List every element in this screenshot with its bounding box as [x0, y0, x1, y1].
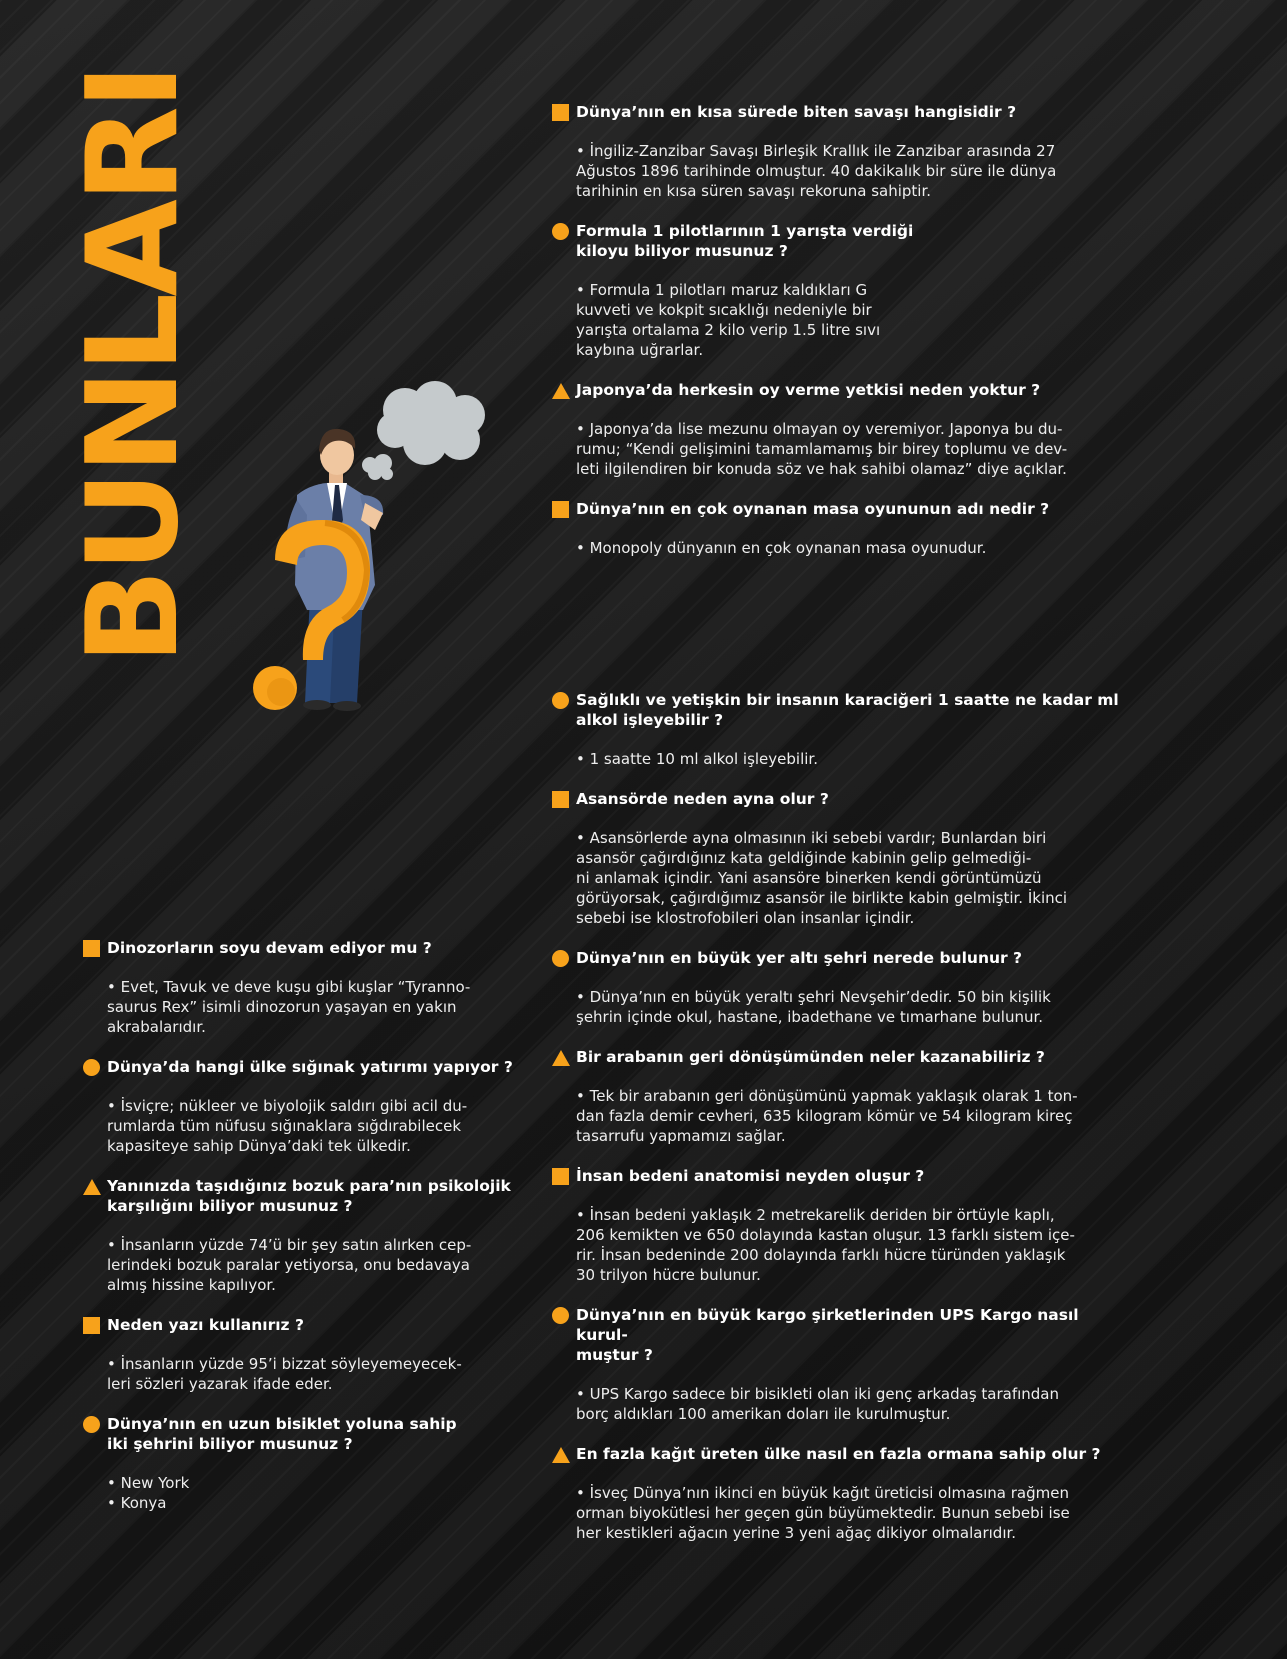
question-text: Neden yazı kullanırız ? — [107, 1316, 304, 1334]
faq-item — [552, 1166, 1132, 1285]
square-bullet-icon — [552, 1168, 569, 1185]
question-text: Asansörde neden ayna olur ? — [576, 790, 829, 808]
question-text: Dinozorların soyu devam ediyor mu ? — [107, 939, 432, 957]
triangle-bullet-icon — [552, 1050, 570, 1066]
question-text: Dünya’nın en çok oynanan masa oyununun adı nedir ? — [576, 500, 1050, 518]
question-text: En fazla kağıt üreten ülke nasıl en fazla ormana sahip olur ? — [576, 1445, 1101, 1463]
faq-item — [552, 102, 1132, 201]
answer-text: • New York • Konya — [107, 1474, 190, 1512]
question-text: Japonya’da herkesin oy verme yetkisi neden yoktur ? — [576, 381, 1041, 399]
answer-text: • İnsanların yüzde 74’ü bir şey satın alırken cep- lerindeki bozuk paralar yetiyorsa, onu bedavaya almış hissine kapılıyor. — [107, 1236, 472, 1294]
answer-text: • Japonya’da lise mezunu olmayan oy veremiyor. Japonya bu du- rumu; “Kendi gelişimini tamamlamamış bir birey toplumu ve dev- leti ilgilendiren bir konuda söz ve hak sahibi olamaz” diye açıklar. — [576, 420, 1068, 478]
faq-item — [83, 938, 523, 1037]
answer-text: • Monopoly dünyanın en çok oynanan masa oyunudur. — [576, 539, 987, 557]
answer-text: • 1 saatte 10 ml alkol işleyebilir. — [576, 750, 818, 768]
faq-item — [552, 1047, 1132, 1146]
faq-item — [552, 789, 1132, 928]
title-text: BUNLARI — [59, 66, 206, 665]
question-text: Dünya’nın en uzun bisiklet yoluna sahip iki şehrini biliyor musunuz ? — [107, 1415, 457, 1453]
question-text: Dünya’nın en kısa sürede biten savaşı hangisidir ? — [576, 103, 1017, 121]
faq-item — [552, 380, 1132, 479]
left-column — [83, 938, 523, 1533]
thought-cloud-icon — [362, 381, 485, 480]
question-text: Yanınızda taşıdığınız bozuk para’nın psikolojik karşılığını biliyor musunuz ? — [107, 1177, 511, 1215]
answer-text: • Evet, Tavuk ve deve kuşu gibi kuşlar “Tyranno- saurus Rex” isimli dinozorun yaşayan en yakın akrabalarıdır. — [107, 978, 471, 1036]
right-top-column — [552, 102, 1132, 578]
answer-text: • İngiliz-Zanzibar Savaşı Birleşik Krallık ile Zanzibar arasında 27 Ağustos 1896 tarihinde olmuştur. 40 dakikalık bir süre ile dünya tarihinin en kısa süren savaşı rekoruna sahiptir. — [576, 142, 1057, 200]
answer-text: • Tek bir arabanın geri dönüşümünü yapmak yaklaşık olarak 1 ton- dan fazla demir cevheri, 635 kilogram kömür ve 54 kilogram kireç tasarrufu yapmamızı sağlar. — [576, 1087, 1078, 1145]
vertical-title — [59, 66, 206, 665]
faq-item — [83, 1315, 523, 1394]
answer-text: • İnsanların yüzde 95’i bizzat söyleyemeyecek- leri sözleri yazarak ifade eder. — [107, 1355, 462, 1393]
question-text: Formula 1 pilotlarının 1 yarışta verdiği kiloyu biliyor musunuz ? — [576, 222, 914, 260]
answer-text: • Dünya’nın en büyük yeraltı şehri Nevşehir’dedir. 50 bin kişilik şehrin içinde okul, hastane, ibadethane ve tımarhane bulunur. — [576, 988, 1051, 1026]
answer-text: • İnsan bedeni yaklaşık 2 metrekarelik deriden bir örtüyle kaplı, 206 kemikten ve 650 dolayında kastan oluşur. 13 farklı sistem içe- rir. İnsan bedeninde 200 dolayında farklı hücre türünden yaklaşık 30 trilyon hücre bulunur. — [576, 1206, 1075, 1284]
answer-text: • Formula 1 pilotları maruz kaldıkları G kuvveti ve kokpit sıcaklığı nedeniyle bir yarışta ortalama 2 kilo verip 1.5 litre sıvı kaybına uğrarlar. — [576, 281, 881, 359]
square-bullet-icon — [83, 1317, 100, 1334]
thinking-man-illustration — [235, 385, 515, 755]
triangle-bullet-icon — [552, 383, 570, 399]
circle-bullet-icon — [83, 1059, 100, 1076]
right-bottom-column — [552, 690, 1132, 1563]
question-text: Dünya’da hangi ülke sığınak yatırımı yapıyor ? — [107, 1058, 513, 1076]
square-bullet-icon — [552, 501, 569, 518]
circle-bullet-icon — [552, 1307, 569, 1324]
faq-item — [83, 1414, 523, 1513]
answer-text: • İsveç Dünya’nın ikinci en büyük kağıt üreticisi olmasına rağmen orman biyokütlesi her geçen gün büyümektedir. Bunun sebebi ise her kestikleri ağacın yerine 3 yeni ağaç dikiyor olmalarıdır. — [576, 1484, 1070, 1542]
question-text: Sağlıklı ve yetişkin bir insanın karaciğeri 1 saatte ne kadar ml alkol işleyebilir ? — [576, 691, 1119, 729]
faq-item — [552, 948, 1132, 1027]
square-bullet-icon — [552, 791, 569, 808]
faq-item — [552, 690, 1132, 769]
square-bullet-icon — [83, 940, 100, 957]
circle-bullet-icon — [83, 1416, 100, 1433]
circle-bullet-icon — [552, 692, 569, 709]
square-bullet-icon — [552, 104, 569, 121]
answer-text: • UPS Kargo sadece bir bisikleti olan iki genç arkadaş tarafından borç aldıkları 100 amerikan doları ile kurulmuştur. — [576, 1385, 1060, 1423]
question-text: Bir arabanın geri dönüşümünden neler kazanabiliriz ? — [576, 1048, 1045, 1066]
faq-item — [552, 221, 1132, 360]
faq-item — [552, 1305, 1132, 1424]
question-text: Dünya’nın en büyük kargo şirketlerinden UPS Kargo nasıl kurul- muştur ? — [576, 1306, 1079, 1364]
question-text: Dünya’nın en büyük yer altı şehri nerede bulunur ? — [576, 949, 1023, 967]
triangle-bullet-icon — [552, 1447, 570, 1463]
faq-item — [83, 1057, 523, 1156]
answer-text: • İsviçre; nükleer ve biyolojik saldırı gibi acil du- rumlarda tüm nüfusu sığınaklara sığdırabilecek kapasiteye sahip Dünya’daki tek ülkedir. — [107, 1097, 468, 1155]
faq-item — [552, 499, 1132, 558]
question-text: İnsan bedeni anatomisi neyden oluşur ? — [576, 1167, 925, 1185]
answer-text: • Asansörlerde ayna olmasının iki sebebi vardır; Bunlardan biri asansör çağırdığınız kata geldiğinde kabinin gelip gelmediği- ni anlamak içindir. Yani asansöre binerken kendi görüntümüzü görüyorsak, çağırdığımız asansör ile birlikte kabin gelmiştir. İkinci sebebi ise klostrofobileri olan insanlar içindir. — [576, 829, 1068, 927]
circle-bullet-icon — [552, 223, 569, 240]
triangle-bullet-icon — [83, 1179, 101, 1195]
faq-item — [552, 1444, 1132, 1543]
faq-item — [83, 1176, 523, 1295]
circle-bullet-icon — [552, 950, 569, 967]
